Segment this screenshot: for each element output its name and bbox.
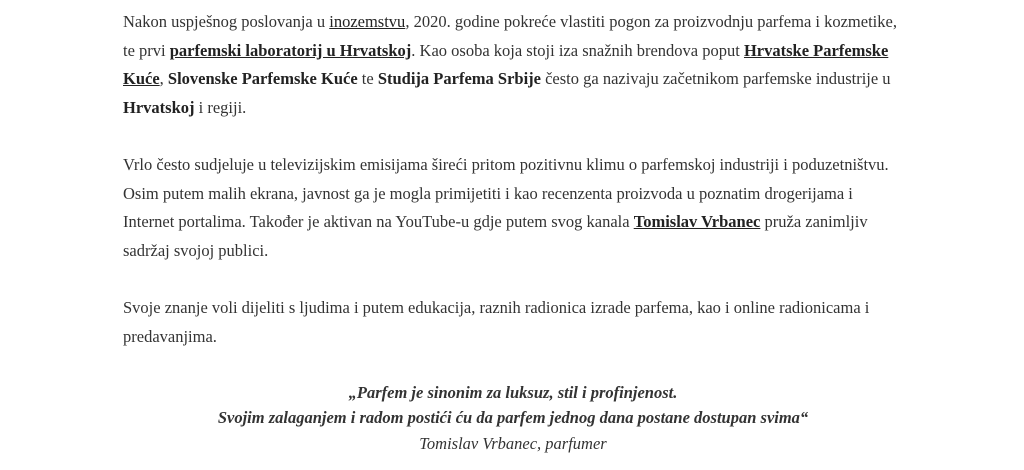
paragraph-text: , 2020. godine pokreće vlastiti pogon za proizvodnju parfema i kozmetike, te prvi bbox=[123, 12, 897, 60]
paragraph-text: Vrlo često sudjeluje u televizijskim emisijama šireći pritom pozitivnu klimu o parfemskoj industriji i poduzetništvu. Osim putem malih ekrana, javnost ga je mogla primijetiti i kao recenzenta proizvoda u poznatim drogerijama i Internet portalima. Također je aktivan na YouTube-u gdje putem svog kanala bbox=[123, 154, 889, 232]
paragraph-text: te bbox=[357, 69, 378, 89]
link-inozemstvu[interactable]: inozemstvu bbox=[329, 12, 406, 31]
paragraph-text: . Kao osoba koja stoji iza snažnih brendova poput bbox=[411, 40, 744, 60]
paragraph-text: i regiji. bbox=[194, 97, 247, 117]
paragraph-business bbox=[123, 8, 903, 122]
paragraph-media bbox=[123, 151, 903, 265]
link-youtube-channel[interactable]: Tomislav Vrbanec bbox=[633, 212, 761, 232]
paragraph-text: , bbox=[159, 69, 168, 89]
quote-block bbox=[123, 380, 903, 457]
quote-line-1: „Parfem je sinonim za luksuz, stil i profinjenost. bbox=[348, 382, 678, 402]
paragraph-education bbox=[123, 294, 903, 351]
bold-hrvatskoj: Hrvatskoj bbox=[123, 97, 195, 117]
paragraph-text: Nakon uspješnog poslovanja u bbox=[123, 12, 330, 31]
quote-author: Tomislav Vrbanec, parfumer bbox=[419, 433, 607, 453]
quote-line-2: Svojim zalaganjem i radom postići ću da parfem jednog dana postane dostupan svima“ bbox=[217, 408, 809, 428]
paragraph-text: pruža zanimljiv sadržaj svojoj publici. bbox=[123, 212, 868, 260]
paragraph-text: često ga nazivaju začetnikom parfemske industrije u bbox=[540, 69, 891, 89]
brand-slovenske-parfemske-kuce: Slovenske Parfemske Kuće bbox=[167, 69, 358, 89]
article-content bbox=[123, 8, 903, 456]
paragraph-text: Svoje znanje voli dijeliti s ljudima i putem edukacija, raznih radionica izrade parfema, kao i online radionicama i predavanjima. bbox=[123, 297, 870, 346]
link-hrvatske-parfemske-kuce[interactable]: Hrvatske Parfemske Kuće bbox=[123, 40, 889, 89]
brand-studija-parfema-srbije: Studija Parfema Srbije bbox=[377, 69, 541, 89]
link-parfemski-laboratorij[interactable]: parfemski laboratorij u Hrvatskoj bbox=[169, 40, 412, 60]
